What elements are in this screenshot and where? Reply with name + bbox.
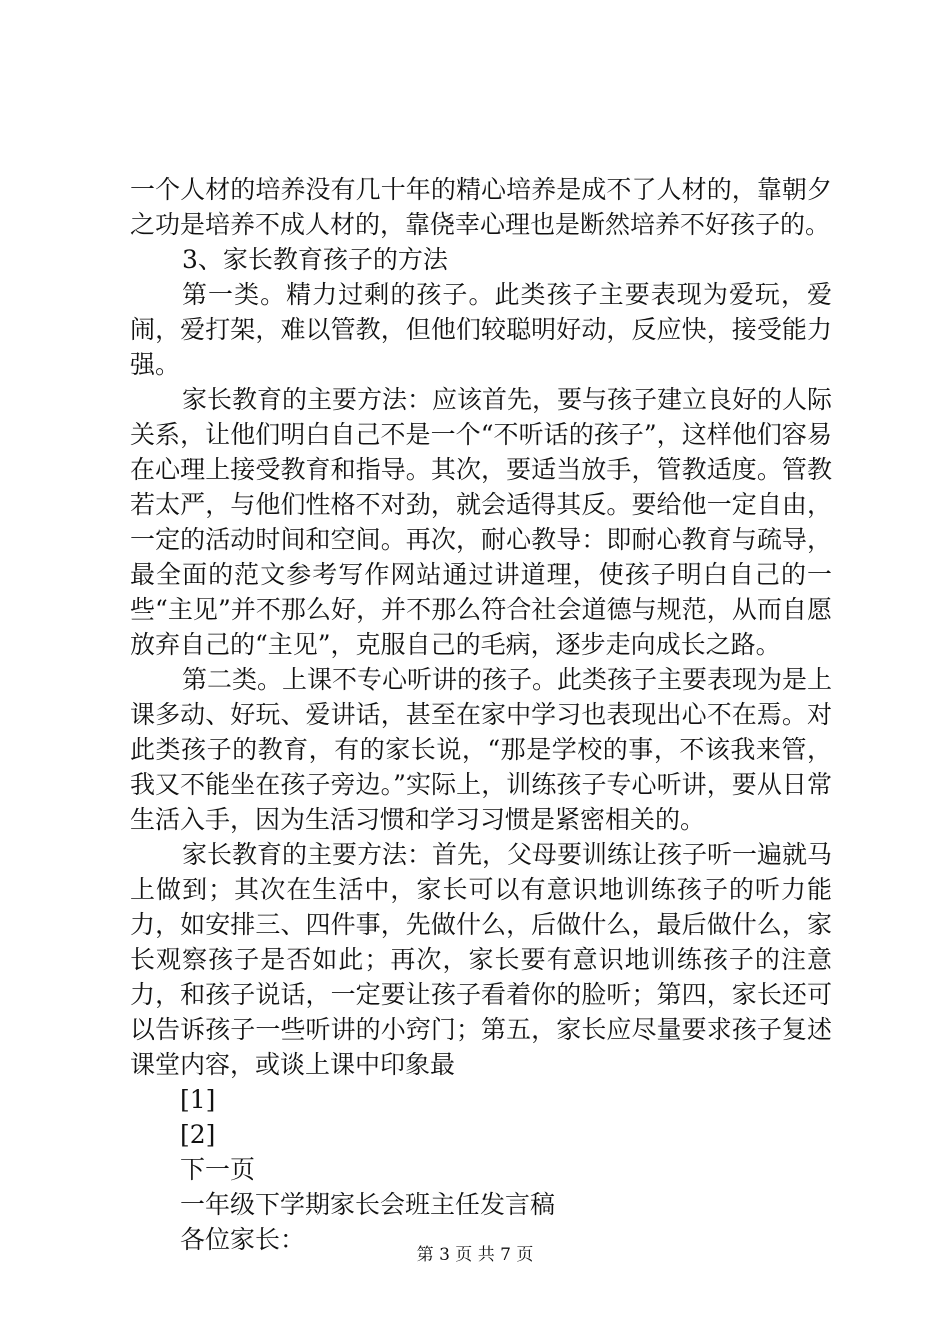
page-link-1[interactable]: [1]	[180, 1085, 216, 1114]
page-number-footer: 第 3 页 共 7 页	[416, 1245, 534, 1265]
paragraph-method-one: 家长教育的主要方法：应该首先，要与孩子建立良好的人际关系，让他们明白自己不是一个“不听话的孩子”，这样他们容易在心理上接受教育和指导。其次，要适当放手，管教适度。管教若太严，与他们性格不对劲，就会适得其反。要给他一定自由，一定的活动时间和空间。再次，耐心教导：即耐心教育与疏导，最全面的范文参考写作网站通过讲道理，使孩子明白自己的一些“主见”并不那么好，并不那么符合社会道德与规范，从而自愿放弃自己的“主见”，克服自己的毛病，逐步走向成长之路。	[130, 385, 833, 659]
document-body	[130, 172, 832, 1257]
paragraph-type-one: 第一类。精力过剩的孩子。此类孩子主要表现为爱玩，爱闹，爱打架，难以管教，但他们较聪明好动，反应快，接受能力强。	[130, 280, 832, 379]
section-heading: 3、家长教育孩子的方法	[182, 245, 448, 274]
next-article-title: 一年级下学期家长会班主任发言稿	[180, 1190, 556, 1219]
next-page-link[interactable]: 下一页	[180, 1155, 256, 1184]
paragraph-method-two: 家长教育的主要方法：首先，父母要训练让孩子听一遍就马上做到；其次在生活中，家长可以有意识地训练孩子的听力能力，如安排三、四件事，先做什么，后做什么，最后做什么，家长观察孩子是否如此；再次，家长要有意识地训练孩子的注意力，和孩子说话，一定要让孩子看着你的脸听；第四，家长还可以告诉孩子一些听讲的小窍门；第五，家长应尽量要求孩子复述课堂内容，或谈上课中印象最	[130, 840, 833, 1079]
salutation: 各位家长：	[180, 1225, 306, 1254]
page-link-2[interactable]: [2]	[180, 1120, 216, 1149]
paragraph-intro-continuation: 一个人材的培养没有几十年的精心培养是成不了人材的，靠朝夕之功是培养不成人材的，靠侥幸心理也是断然培养不好孩子的。	[130, 175, 832, 239]
paragraph-type-two: 第二类。上课不专心听讲的孩子。此类孩子主要表现为是上课多动、好玩、爱讲话，甚至在家中学习也表现出心不在焉。对此类孩子的教育，有的家长说，“那是学校的事，不该我来管，我又不能坐在孩子旁边。”实际上，训练孩子专心听讲，要从日常生活入手，因为生活习惯和学习习惯是紧密相关的。	[130, 665, 833, 834]
